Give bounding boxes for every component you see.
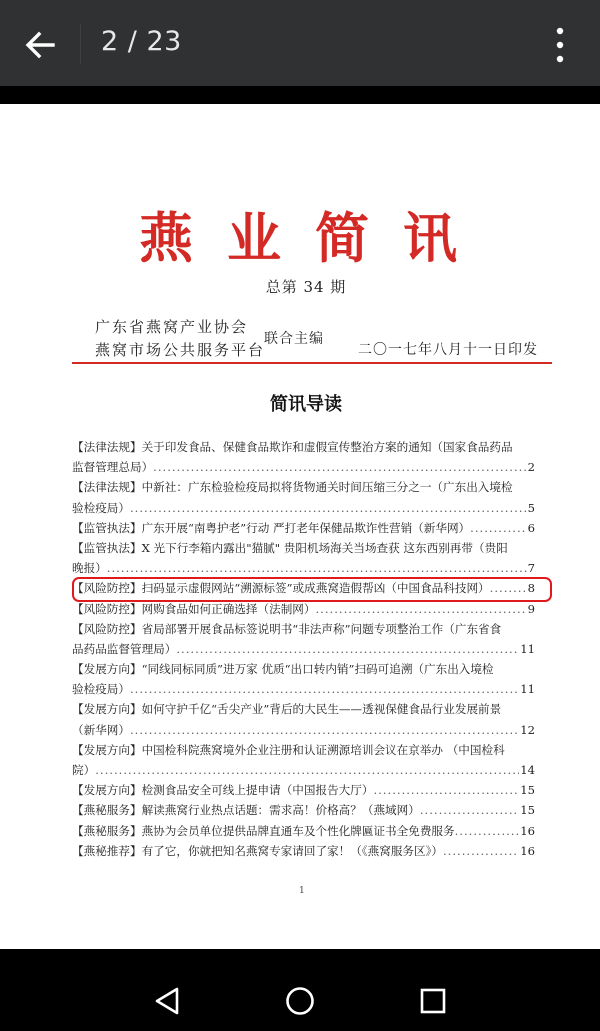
toc-text: 【法律法规】中新社：广东检验检疫局拟将货物通关时间压缩三分之一（广东出入境检 — [72, 480, 513, 495]
publish-date: 二〇一七年八月十一日印发 — [358, 342, 538, 358]
toc-text: 【发展方向】“同线同标同质”进万家 优质“出口转内销”扫码可追溯（广东出入境检 — [72, 662, 494, 677]
toc-page: 16 — [520, 843, 535, 858]
toc-text: 【监管执法】X 光下行李箱内露出"猫腻" 贵阳机场海关当场查获 这东西别再带（贵阳 — [72, 540, 508, 555]
toc-text: 【风险防控】扫码显示虚假网站“溯源标签”或成燕窝造假帮凶（中国食品科技网） — [72, 581, 490, 596]
toc-line — [72, 639, 535, 659]
toc-page: 16 — [520, 823, 535, 838]
toc-page: 12 — [520, 722, 535, 737]
toc-text: 验检疫局） — [72, 500, 130, 515]
toc-text: 【燕秘推荐】有了它，你就把知名燕窝专家请回了家！（《燕窝服务区》） — [72, 843, 443, 858]
organizer-1: 广东省燕窝产业协会 — [95, 318, 249, 336]
triangle-back-icon — [151, 984, 185, 1018]
table-of-contents — [72, 437, 535, 861]
toc-text: 【燕秘服务】解读燕窝行业热点话题：需求高！价格高？（燕域网） — [72, 803, 420, 818]
toc-heading: 简讯导读 — [270, 394, 342, 415]
toc-text: 【发展方向】中国检科院燕窝境外企业注册和认证溯源培训会议在京举办 （中国检科 — [72, 742, 505, 757]
toc-text: 【风险防控】网购食品如何正确选择（法制网） — [72, 601, 316, 616]
toc-text: 【燕秘服务】燕协为会员单位提供品牌直通车及个性化牌匾证书全免费服务 — [72, 823, 455, 838]
toc-text: 【风险防控】省局部署开展食品标签说明书“非法声称”问题专项整治工作（广东省食 — [72, 621, 502, 636]
toc-line — [72, 538, 535, 558]
toc-text: 监督管理总局） — [72, 460, 154, 475]
square-recents-icon — [416, 984, 450, 1018]
nav-home-button[interactable] — [283, 984, 317, 1018]
toc-line — [72, 659, 535, 679]
toc-line — [72, 558, 535, 578]
toc-text: （新华网） — [72, 722, 130, 737]
toc-line — [72, 477, 535, 497]
toc-line — [72, 780, 535, 800]
toc-line — [72, 498, 535, 518]
toc-line — [72, 619, 535, 639]
arrow-left-icon — [20, 25, 60, 65]
toc-line — [72, 679, 535, 699]
toc-page: 6 — [527, 520, 535, 535]
toc-line — [72, 760, 535, 780]
toc-text: 【发展方向】检测食品安全可线上提申请（中国报告大厅） — [72, 783, 374, 798]
appbar-divider — [80, 24, 81, 64]
toc-text: 品药品监督管理局） — [72, 641, 177, 656]
page-number: 1 — [299, 886, 305, 896]
toc-page: 7 — [527, 561, 535, 576]
toc-page: 15 — [520, 803, 535, 818]
organizer-2: 燕窝市场公共服务平台 — [95, 341, 266, 359]
toc-line — [72, 457, 535, 477]
issue-number: 总第 34 期 — [265, 278, 347, 296]
toc-page: 11 — [520, 682, 535, 697]
toc-text: 晚报） — [72, 561, 107, 576]
toc-page: 8 — [527, 581, 535, 596]
nav-recents-button[interactable] — [416, 984, 450, 1018]
toc-page: 15 — [520, 783, 535, 798]
toc-line — [72, 841, 535, 861]
toc-text: 【法律法规】关于印发食品、保健食品欺诈和虚假宣传整治方案的通知（国家食品药品 — [72, 440, 513, 454]
toc-page: 2 — [527, 460, 535, 475]
toc-page: 5 — [527, 500, 535, 515]
toc-page: 11 — [520, 641, 535, 656]
toc-text: 【监管执法】广东开展“南粤护老”行动 严打老年保健品欺诈性营销（新华网） — [72, 520, 471, 535]
toc-page: 14 — [520, 763, 535, 777]
toc-text: 验检疫局） — [72, 682, 130, 697]
toc-line — [72, 740, 535, 760]
page-counter: 2 / 23 — [101, 26, 182, 57]
toc-line — [72, 821, 535, 841]
circle-home-icon — [283, 984, 317, 1018]
back-button[interactable] — [20, 25, 60, 65]
highlight-box — [72, 577, 552, 602]
toc-line — [72, 518, 535, 538]
viewer-gap — [0, 86, 600, 104]
masthead-title: 燕业简讯 — [139, 206, 491, 270]
co-edit-label: 联合主编 — [264, 331, 324, 347]
toc-text: 【发展方向】如何守护千亿“舌尖产业”背后的大民生——透视保健食品行业发展前景 — [72, 702, 502, 717]
more-options-button[interactable] — [548, 24, 572, 66]
toc-line — [72, 699, 535, 719]
toc-line — [72, 720, 535, 740]
nav-back-button[interactable] — [151, 984, 185, 1018]
masthead-rule — [72, 362, 552, 364]
toc-line — [72, 437, 535, 457]
more-vert-icon — [548, 24, 572, 66]
toc-page: 9 — [527, 601, 535, 616]
toc-text: 院） — [72, 763, 96, 777]
toc-line — [72, 800, 535, 820]
app-bar — [0, 0, 600, 86]
